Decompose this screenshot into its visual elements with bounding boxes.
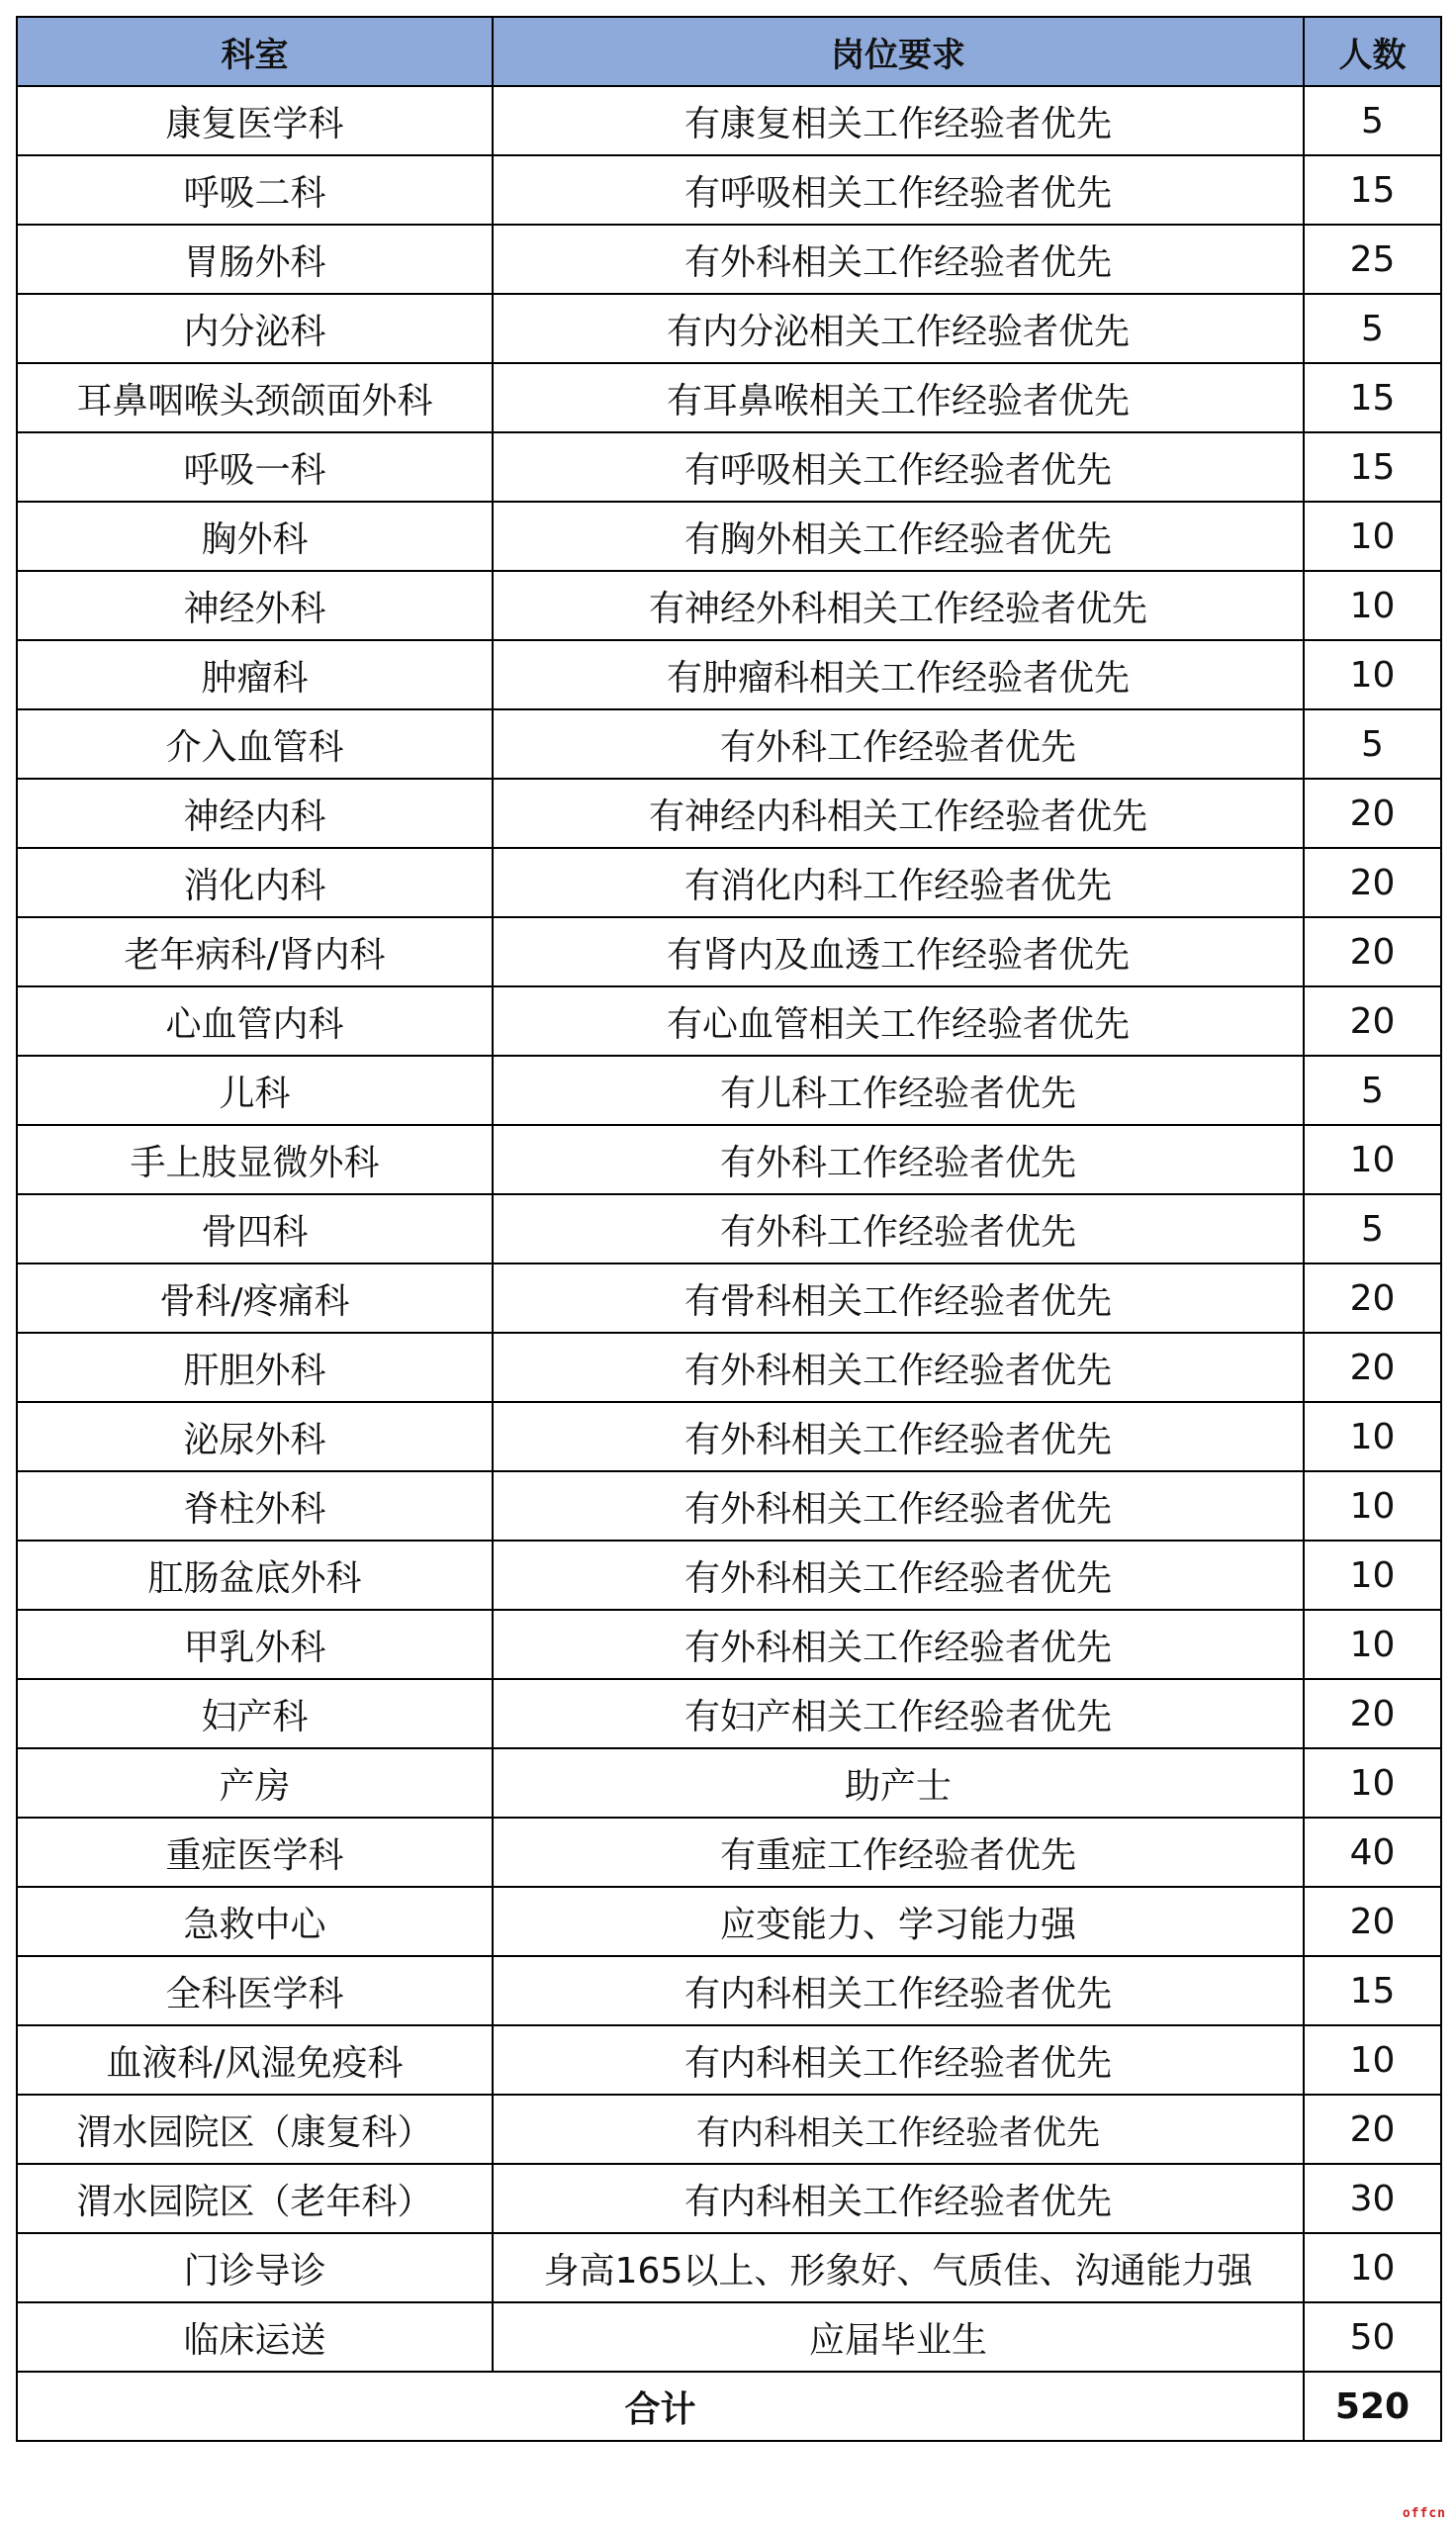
requirement-cell: 有呼吸相关工作经验者优先 xyxy=(493,155,1304,225)
table-row xyxy=(17,1402,1441,1471)
headcount-cell: 5 xyxy=(1304,1056,1441,1125)
table-row xyxy=(17,1056,1441,1125)
table-row xyxy=(17,363,1441,432)
department-cell: 内分泌科 xyxy=(17,294,493,363)
requirement-cell: 有骨科相关工作经验者优先 xyxy=(493,1263,1304,1333)
department-cell: 门诊导诊 xyxy=(17,2233,493,2302)
total-label: 合计 xyxy=(17,2372,1304,2441)
requirement-cell: 有外科工作经验者优先 xyxy=(493,1194,1304,1263)
requirement-cell: 有肿瘤科相关工作经验者优先 xyxy=(493,640,1304,709)
table-row xyxy=(17,1194,1441,1263)
table-row xyxy=(17,2302,1441,2372)
header-requirement: 岗位要求 xyxy=(493,17,1304,86)
department-cell: 心血管内科 xyxy=(17,986,493,1056)
table-row xyxy=(17,709,1441,779)
headcount-cell: 5 xyxy=(1304,294,1441,363)
department-cell: 介入血管科 xyxy=(17,709,493,779)
department-cell: 泌尿外科 xyxy=(17,1402,493,1471)
requirement-cell: 应届毕业生 xyxy=(493,2302,1304,2372)
table-row xyxy=(17,848,1441,917)
department-cell: 渭水园院区（康复科） xyxy=(17,2095,493,2164)
department-cell: 渭水园院区（老年科） xyxy=(17,2164,493,2233)
table-row xyxy=(17,1818,1441,1887)
headcount-cell: 20 xyxy=(1304,848,1441,917)
table-header-row xyxy=(17,17,1441,86)
department-cell: 脊柱外科 xyxy=(17,1471,493,1541)
headcount-cell: 20 xyxy=(1304,1679,1441,1748)
headcount-cell: 10 xyxy=(1304,1610,1441,1679)
department-cell: 老年病科/肾内科 xyxy=(17,917,493,986)
department-cell: 肿瘤科 xyxy=(17,640,493,709)
headcount-cell: 20 xyxy=(1304,779,1441,848)
headcount-cell: 30 xyxy=(1304,2164,1441,2233)
requirement-cell: 有外科相关工作经验者优先 xyxy=(493,225,1304,294)
requirement-cell: 有神经内科相关工作经验者优先 xyxy=(493,779,1304,848)
headcount-cell: 10 xyxy=(1304,1748,1441,1818)
requirement-cell: 有消化内科工作经验者优先 xyxy=(493,848,1304,917)
table-row xyxy=(17,86,1441,155)
department-cell: 胸外科 xyxy=(17,502,493,571)
requirement-cell: 有耳鼻喉相关工作经验者优先 xyxy=(493,363,1304,432)
table-row xyxy=(17,2233,1441,2302)
department-cell: 康复医学科 xyxy=(17,86,493,155)
headcount-cell: 20 xyxy=(1304,986,1441,1056)
table-row xyxy=(17,1610,1441,1679)
header-headcount: 人数 xyxy=(1304,17,1441,86)
headcount-cell: 10 xyxy=(1304,640,1441,709)
requirement-cell: 有内科相关工作经验者优先 xyxy=(493,2164,1304,2233)
table-row xyxy=(17,1333,1441,1402)
requirement-cell: 有儿科工作经验者优先 xyxy=(493,1056,1304,1125)
header-department: 科室 xyxy=(17,17,493,86)
requirement-cell: 身高165以上、形象好、气质佳、沟通能力强 xyxy=(493,2233,1304,2302)
requirement-cell: 有外科相关工作经验者优先 xyxy=(493,1541,1304,1610)
table-row xyxy=(17,2025,1441,2095)
headcount-cell: 10 xyxy=(1304,571,1441,640)
requirement-cell: 有胸外相关工作经验者优先 xyxy=(493,502,1304,571)
table-row xyxy=(17,155,1441,225)
table-row xyxy=(17,294,1441,363)
headcount-cell: 20 xyxy=(1304,917,1441,986)
table-row xyxy=(17,1956,1441,2025)
department-cell: 骨四科 xyxy=(17,1194,493,1263)
requirement-cell: 应变能力、学习能力强 xyxy=(493,1887,1304,1956)
table-row xyxy=(17,1748,1441,1818)
requirement-cell: 有外科相关工作经验者优先 xyxy=(493,1333,1304,1402)
department-cell: 胃肠外科 xyxy=(17,225,493,294)
requirement-cell: 有内科相关工作经验者优先 xyxy=(493,2025,1304,2095)
headcount-cell: 10 xyxy=(1304,1125,1441,1194)
headcount-cell: 10 xyxy=(1304,1471,1441,1541)
table-row xyxy=(17,1679,1441,1748)
offcn-watermark: offcn xyxy=(1402,2506,1446,2521)
headcount-cell: 10 xyxy=(1304,1402,1441,1471)
department-cell: 骨科/疼痛科 xyxy=(17,1263,493,1333)
headcount-cell: 15 xyxy=(1304,432,1441,502)
table-body xyxy=(17,86,1441,2372)
department-cell: 重症医学科 xyxy=(17,1818,493,1887)
table-row xyxy=(17,225,1441,294)
table-row xyxy=(17,1887,1441,1956)
department-cell: 妇产科 xyxy=(17,1679,493,1748)
headcount-cell: 50 xyxy=(1304,2302,1441,2372)
headcount-cell: 5 xyxy=(1304,86,1441,155)
headcount-cell: 10 xyxy=(1304,2233,1441,2302)
requirement-cell: 有外科相关工作经验者优先 xyxy=(493,1471,1304,1541)
requirement-cell: 有重症工作经验者优先 xyxy=(493,1818,1304,1887)
table-row xyxy=(17,986,1441,1056)
table-row xyxy=(17,640,1441,709)
headcount-cell: 5 xyxy=(1304,709,1441,779)
table-row xyxy=(17,1541,1441,1610)
department-cell: 儿科 xyxy=(17,1056,493,1125)
table-row xyxy=(17,1263,1441,1333)
requirement-cell: 有呼吸相关工作经验者优先 xyxy=(493,432,1304,502)
department-cell: 手上肢显微外科 xyxy=(17,1125,493,1194)
table-row xyxy=(17,1471,1441,1541)
requirement-cell: 有神经外科相关工作经验者优先 xyxy=(493,571,1304,640)
department-cell: 消化内科 xyxy=(17,848,493,917)
table-row xyxy=(17,571,1441,640)
department-cell: 神经外科 xyxy=(17,571,493,640)
table-row xyxy=(17,2164,1441,2233)
department-cell: 全科医学科 xyxy=(17,1956,493,2025)
department-cell: 血液科/风湿免疫科 xyxy=(17,2025,493,2095)
table-row xyxy=(17,2095,1441,2164)
headcount-cell: 20 xyxy=(1304,1333,1441,1402)
headcount-cell: 20 xyxy=(1304,1887,1441,1956)
headcount-cell: 15 xyxy=(1304,155,1441,225)
requirement-cell: 助产士 xyxy=(493,1748,1304,1818)
requirement-cell: 有康复相关工作经验者优先 xyxy=(493,86,1304,155)
headcount-cell: 5 xyxy=(1304,1194,1441,1263)
recruitment-table xyxy=(16,16,1442,2442)
table-row xyxy=(17,502,1441,571)
department-cell: 呼吸二科 xyxy=(17,155,493,225)
department-cell: 产房 xyxy=(17,1748,493,1818)
table-row xyxy=(17,917,1441,986)
headcount-cell: 40 xyxy=(1304,1818,1441,1887)
department-cell: 临床运送 xyxy=(17,2302,493,2372)
department-cell: 呼吸一科 xyxy=(17,432,493,502)
headcount-cell: 25 xyxy=(1304,225,1441,294)
headcount-cell: 20 xyxy=(1304,1263,1441,1333)
headcount-cell: 10 xyxy=(1304,2025,1441,2095)
department-cell: 肛肠盆底外科 xyxy=(17,1541,493,1610)
department-cell: 神经内科 xyxy=(17,779,493,848)
headcount-cell: 15 xyxy=(1304,1956,1441,2025)
headcount-cell: 10 xyxy=(1304,502,1441,571)
department-cell: 耳鼻咽喉头颈颌面外科 xyxy=(17,363,493,432)
requirement-cell: 有心血管相关工作经验者优先 xyxy=(493,986,1304,1056)
requirement-cell: 有妇产相关工作经验者优先 xyxy=(493,1679,1304,1748)
requirement-cell: 有外科相关工作经验者优先 xyxy=(493,1610,1304,1679)
requirement-cell: 有内科相关工作经验者优先 xyxy=(493,1956,1304,2025)
requirement-cell: 有内科相关工作经验者优先 xyxy=(493,2095,1304,2164)
table-row xyxy=(17,432,1441,502)
headcount-cell: 15 xyxy=(1304,363,1441,432)
department-cell: 急救中心 xyxy=(17,1887,493,1956)
requirement-cell: 有外科工作经验者优先 xyxy=(493,1125,1304,1194)
department-cell: 肝胆外科 xyxy=(17,1333,493,1402)
department-cell: 甲乳外科 xyxy=(17,1610,493,1679)
requirement-cell: 有肾内及血透工作经验者优先 xyxy=(493,917,1304,986)
headcount-cell: 20 xyxy=(1304,2095,1441,2164)
table-row xyxy=(17,779,1441,848)
headcount-cell: 10 xyxy=(1304,1541,1441,1610)
table-row xyxy=(17,1125,1441,1194)
requirement-cell: 有外科相关工作经验者优先 xyxy=(493,1402,1304,1471)
requirement-cell: 有内分泌相关工作经验者优先 xyxy=(493,294,1304,363)
total-row xyxy=(17,2372,1441,2441)
recruitment-table-container xyxy=(16,16,1440,2442)
total-value: 520 xyxy=(1304,2372,1441,2441)
requirement-cell: 有外科工作经验者优先 xyxy=(493,709,1304,779)
